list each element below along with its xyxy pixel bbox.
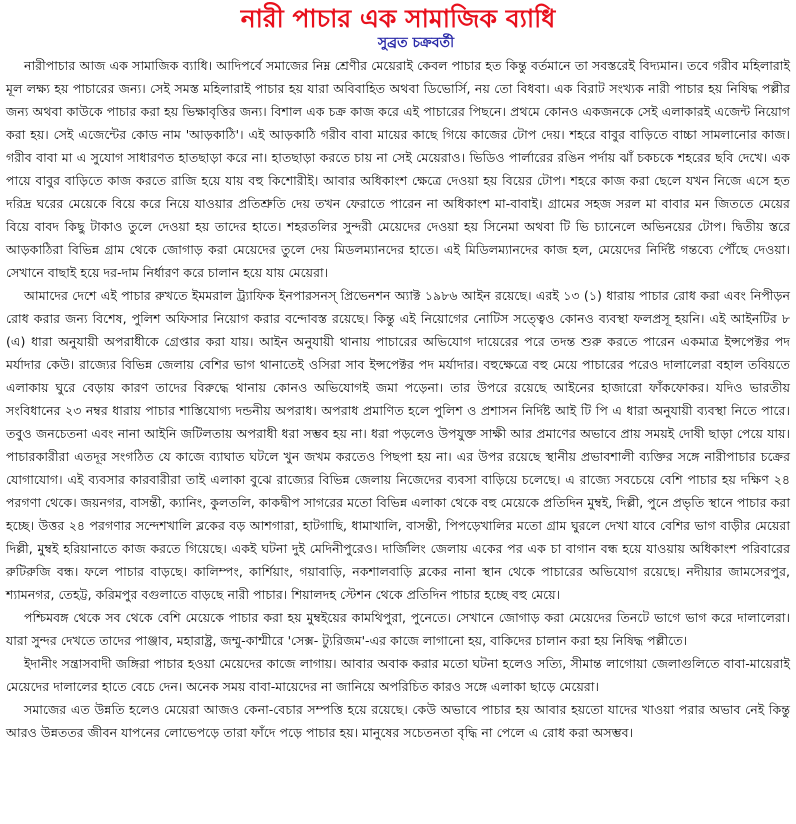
paragraph-4: ইদানীং সন্ত্রাসবাদী জঙ্গিরা পাচার হওয়া মেয়েদের কাজে লাগায়। আবার অবাক করার মতো ঘটনা হলেও সত্যি, সীমান্ত লাগোয়া জেলাগুলিতে বাবা-মায়েরাই মেয়েদের দালালের হাতে বেচে দেন। অনেক সময় বাবা-মায়েদের না জানিয়ে অপরিচিত কারও সঙ্গে এলাকা ছাড়ে মেয়েরা।	[6, 656, 790, 694]
paragraph-1: নারীপাচার আজ এক সামাজিক ব্যাধি। আদিপর্বে সমাজের নিম্ন শ্রেণীর মেয়েরাই কেবল পাচার হত কিন্তু বর্তমানে তা সবস্তরেই বিদ্যমান। তবে গরীব মহিলারাই মূল লক্ষ্য হয় পাচারের জন্য। সেই সমস্ত মহিলারাই পাচার হয় যারা অবিবাহিত অথবা ডিভোর্সি, নয় তো বিধবা। এক বিরাট সংখ্যক নারী পাচার হয় নিষিদ্ধ পল্লীর জন্য অথবা কাউকে পাচার করা হয় ভিক্ষাবৃত্তির জন্য। বিশাল এক চক্র কাজ করে এই পাচারের পিছনে। প্রথমে কোনও একজনকে সেই এলাকারই এজেন্ট নিয়োগ করা হয়। সেই এজেন্টের কোড নাম 'আড়কাঠি'। এই আড়কাঠি গরীব বাবা মায়ের কাছে গিয়ে কাজের টোপ দেয়। শহরে বাবুর বাড়িতে বাচ্চা সামলানোর কাজ। গরীব বাবা মা এ সুযোগ সাধারণত হাতছাড়া করে না। হাতছাড়া করতে চায় না সেই মেয়েরাও। ভিডিও পার্লারের রঙিন পর্দায় ঝাঁ চকচকে শহরের ছবি দেখে। এক পায়ে বাবুর বাড়িতে কাজ করতে রাজি হয়ে যায় বহু কিশোরীই। আবার অধিকাংশ ক্ষেত্রে দেওয়া হয় বিয়ের টোপ। শহরে কাজ করা ছেলে যখন নিজে এসে হত দরিদ্র ঘরের মেয়েকে বিয়ে করে নিয়ে যাওয়ার প্রতিশ্রুতি দেয় তখন ফেরাতে পারেন না অধিকাংশ মা-বাবাই। গ্রামের সহজ সরল মা বাবার মন জিততে মেয়ের বিয়ে বাবদ কিছু টাকাও তুলে দেওয়া হয় তাদের হাতে। শহরতলির সুন্দরী মেয়েদের দেওয়া হয় সিনেমা অথবা টি ভি চ্যানেলে অভিনয়ের টোপ। দ্বিতীয় স্তরে আড়কাঠিরা বিভিন্ন গ্রাম থেকে জোগাড় করা মেয়েদের তুলে দেয় মিডলম্যানদের হাতে। এই মিডিলম্যানদের কাজ হল, মেয়েদের নির্দিষ্ট গন্তব্যে পৌঁছে দেওয়া। সেখানে বাছাই হয়ে দর-দাম নির্ধারণ করে চালান হয়ে যায় মেয়েরা।	[6, 58, 791, 280]
article-body	[6, 54, 790, 744]
article-author: সুব্রত চক্রবর্তী	[377, 35, 455, 51]
paragraph-2: আমাদের দেশে এই পাচার রুখতে ইমমরাল ট্র্যাফিক ইনপারসনস্‌ প্রিভেনশন অ্যাক্ট ১৯৮৬ আইন রয়েছে। এরই ১৩ (১) ধারায় পাচার রোধ করা এবং নিপীড়ন রোধ করার জন্য বিশেষ, পুলিশ অফিসার নিয়োগ করার বন্দোবস্ত রয়েছে। কিন্তু এই নিয়োগের নোটিস সত্ত্বেও কোনও ব্যবস্থা ফলপ্রসূ হয়নি। এই আইনটির ৮ (এ) ধারা অনুযায়ী অপরাধীকে গ্রেপ্তার করা যায়। আইন অনুযায়ী থানায় পাচারের অভিযোগ দায়েরের পরে তদন্ত শুরু করতে পারেন একমাত্র ইন্সপেক্টর পদ মর্যাদার কেউ। রাজ্যের বিভিন্ন জেলায় বেশির ভাগ থানাতেই ওসিরা সাব ইন্সপেক্টর পদ মর্যাদার। বহুক্ষেত্রে বহু মেয়ে পাচারের পরেও দালালেরা বহাল তবিয়তে এলাকায় ঘুরে বেড়ায় কারণ তাদের বিরুদ্ধে থানায় কোনও অভিযোগই জমা পড়েনা। তার উপরে রয়েছে আইনের হাজারো ফাঁকফোকর। যদিও ভারতীয় সংবিধানের ২৩ নম্বর ধারায় পাচার শাস্তিযোগ্য দন্ডনীয় অপরাধ। অপরাধ প্রমাণিত হলে পুলিশ ও প্রশাসন নির্দিষ্ট আই টি পি এ ধারা অনুযায়ী ব্যবস্থা নিতে পারে। তবুও জনচেতনা এবং নানা আইনি জটিলতায় অপরাধী ধরা সম্ভব হয় না। ধরা পড়লেও উপযুক্ত সাক্ষী আর প্রমাণের অভাবে প্রায় সময়ই দোষী ছাড়া পেয়ে যায়। পাচারকারীরা এতদূর সংগঠিত যে কাজে ব্যাঘাত ঘটলে খুন জখম করতেও পিছপা হয় না। এর উপর রয়েছে স্থানীয় প্রভাবশালী ব্যক্তির সঙ্গে নারীপাচার চক্রের যোগাযোগ। এই ব্যবসার কারবারীরা তাই এলাকা বুঝে রাজ্যের বিভিন্ন জেলায় নিজেদের ব্যবসা বাড়িয়ে চলেছে। এ রাজ্যে সবচেয়ে বেশি পাচার হয় দক্ষিণ ২৪ পরগণা থেকে। জয়নগর, বাসন্তী, ক্যানিং, কুলতলি, কাকদ্বীপ সাগরের মতো বিভিন্ন এলাকা থেকে বহু মেয়েকে প্রতিদিন মুম্বই, দিল্লী, পুনে প্রভৃতি স্থানে পাচার করা হচ্ছে। উত্তর ২৪ পরগণার সন্দেশখালি ব্লকের বড় আশগারা, হাটগাছি, ধামাখালি, বাসন্তী, পিপড়েখালির মতো গ্রাম ঘুরলে দেখা যাবে বেশির ভাগ বাড়ীর মেয়েরা দিল্লী, মুম্বই হরিয়ানাতে কাজ করতে গিয়েছে। একই ঘটনা দুই মেদিনীপুরেও। দার্জিলিং জেলায় একের পর এক চা বাগান বন্ধ হয়ে যাওয়ায় অধিকাংশ পরিবারের রুটিরুজি বন্ধ। ফলে পাচার বাড়ছে। কালিম্পং, কার্শিয়াং, গয়াবাড়ি, নকশালবাড়ি ব্লকের নানা স্থান থেকে পাচারের অভিযোগ রয়েছে। নদীয়ার জামসেরপুর, শ্যামনগর, তেহট্ট, করিমপুর বগুলাতে বাড়ছে নারী পাচার। শিয়ালদহ স্টেশন থেকে প্রতিদিন পাচার হচ্ছে বহু মেয়ে।	[6, 288, 790, 602]
paragraph-3: পশ্চিমবঙ্গ থেকে সব থেকে বেশি মেয়েকে পাচার করা হয় মুম্বইয়ের কামথিপুরা, পুনেতে। সেখানে জোগাড় করা মেয়েদের তিনটে ভাগে ভাগ করে দালালেরা। যারা সুন্দর দেখতে তাদের পাঞ্জাব, মহারাষ্ট্র, জম্মু-কাশ্মীরে 'সেক্স- ট্যুরিজম'-এর কাজে লাগানো হয়, বাকিদের চালান করা হয় নিষিদ্ধ পল্লীতে।	[6, 610, 790, 648]
paragraph-5: সমাজের এত উন্নতি হলেও মেয়েরা আজও কেনা-বেচার সম্পত্তি হয়ে রয়েছে। কেউ অভাবে পাচার হয় আবার হয়তো যাদের খাওয়া পরার অভাব নেই কিন্তু আরও উন্নততর জীবন যাপনের লোভেপড়ে তারা ফাঁদে পড়ে পাচার হয়। মানুষের সচেতনতা বৃদ্ধি না পেলে এ রোধ করা অসম্ভব।	[6, 702, 790, 740]
article-title: নারী পাচার এক সামাজিক ব্যাধি	[240, 4, 556, 33]
